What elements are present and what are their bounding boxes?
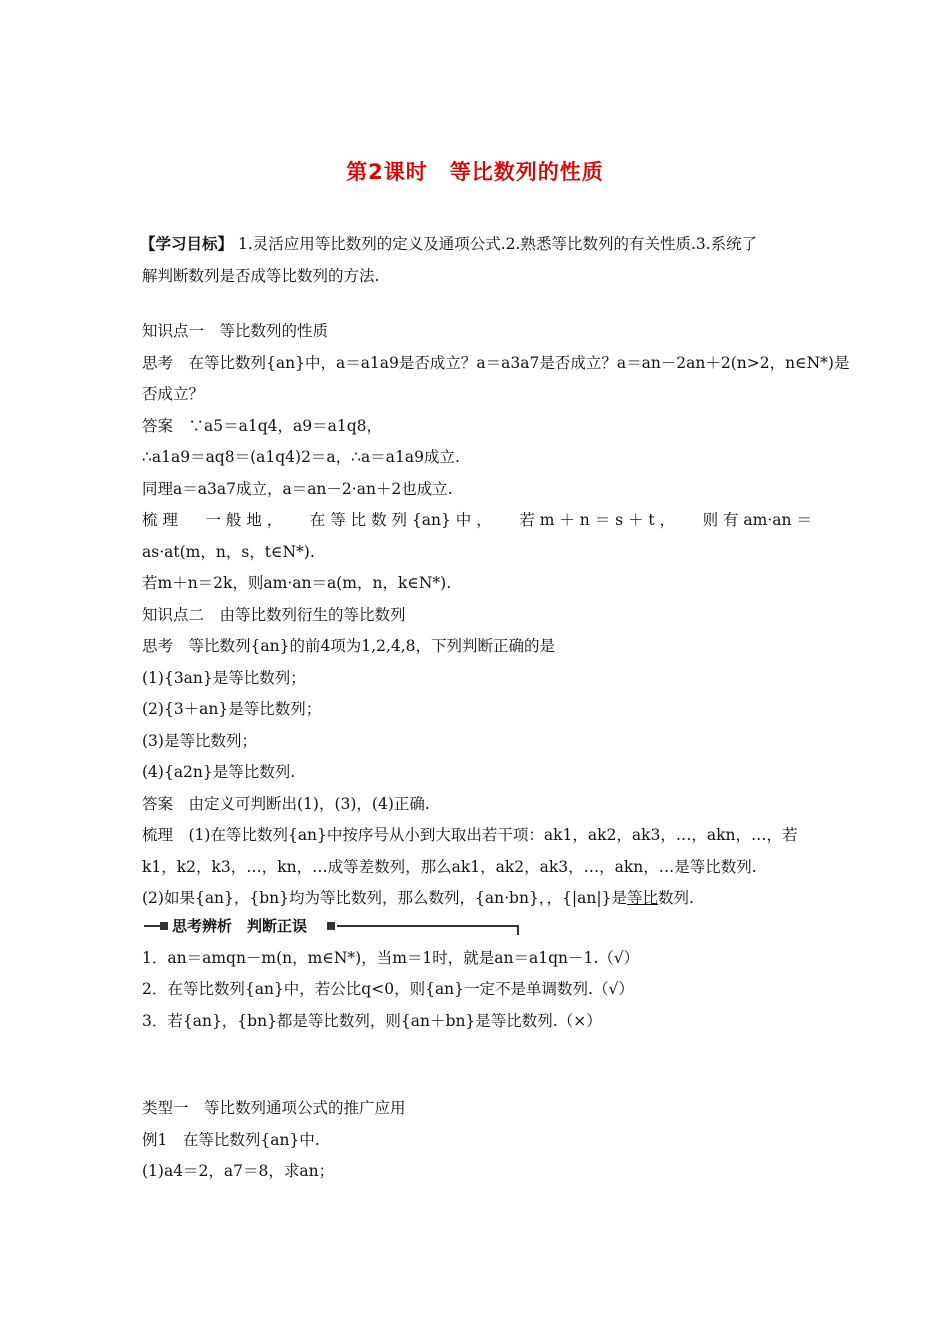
k1-answer-line-1: 答案 ∵a5＝a1q4，a9＝a1q8， — [142, 416, 382, 435]
k1-summary-line-2: as·at(m，n，s，t∈N*). — [142, 542, 315, 561]
k2-option-3: (3)是等比数列； — [142, 731, 257, 750]
judge-item: 3．若{an}，{bn}都是等比数列，则{an＋bn}是等比数列.（×） — [142, 1011, 602, 1030]
k2-option-2: (2){3＋an}是等比数列； — [142, 700, 322, 718]
knowledge-point-1-heading: 知识点一 等比数列的性质 — [142, 322, 329, 340]
k2-option-1: (1){3an}是等比数列； — [142, 668, 306, 687]
knowledge-point-2-heading: 知识点二 由等比数列衍生的等比数列 — [142, 605, 406, 624]
objectives-line-2: 解判断数列是否成等比数列的方法. — [142, 267, 380, 285]
k1-think-line-2: 否成立？ — [142, 385, 205, 403]
think-discern-banner — [142, 913, 812, 943]
k1-answer-line-2: ∴a1a9＝aq8＝(a1q4)2＝a，∴a＝a1a9成立. — [142, 448, 460, 466]
objectives-line-1: 1.灵活应用等比数列的定义及通项公式.2.熟悉等比数列的有关性质.3.系统了 — [237, 235, 758, 253]
k1-answer-line-3: 同理a＝a3a7成立，a＝an－2·an＋2也成立. — [142, 479, 453, 498]
k2-summary-line-3-text: (2)如果{an}，{bn}均为等比数列，那么数列，{an·bn}，，{|an|}是 — [142, 889, 627, 907]
k2-summary-line-3 — [142, 883, 812, 915]
banner-square-left-icon — [160, 922, 168, 930]
example-1: 例1 在等比数列{an}中. — [142, 1130, 320, 1149]
banner-square-right-icon — [327, 922, 335, 930]
k1-think-line-1: 思考 在等比数列{an}中，a＝a1a9是否成立？a＝a3a7是否成立？a＝an－2an＋2(n>2，n∈N*)是 — [142, 353, 850, 372]
page-title: 第2课时 等比数列的性质 — [346, 160, 604, 184]
banner-rule-end — [517, 925, 519, 935]
k2-answer: 答案 由定义可判断出(1)，(3)，(4)正确. — [142, 794, 430, 813]
k1-summary-line-1 — [142, 505, 812, 537]
k2-option-4: (4){a2n}是等比数列. — [142, 763, 296, 781]
k1-summary-seg-4: 若 m ＋ n ＝ s ＋ t ， — [519, 511, 676, 529]
k2-summary-line-3-end: 数列. — [657, 889, 694, 907]
k1-summary-seg-5: 则 有 am·an ＝ — [702, 511, 812, 529]
type-1-heading: 类型一 等比数列通项公式的推广应用 — [142, 1099, 406, 1117]
banner-rule-right — [337, 925, 517, 927]
objectives-tag: 【学习目标】 — [140, 235, 234, 253]
judge-item: 1．an＝amqn－m(n，m∈N*)，当m＝1时，就是an＝a1qn－1.（√） — [142, 948, 640, 967]
lesson-content — [142, 316, 850, 1188]
k2-think: 思考 等比数列{an}的前4项为1,2,4,8，下列判断正确的是 — [142, 637, 556, 655]
k2-summary-blank-answer: 等比 — [626, 889, 658, 907]
k2-summary-line-1: 梳理 (1)在等比数列{an}中按序号从小到大取出若干项：ak1，ak2，ak3，…，akn，…，若 — [142, 826, 798, 844]
k1-summary-seg-2: 一 般 地 ， — [205, 511, 283, 529]
banner-label: 思考辨析 判断正误 — [172, 916, 308, 935]
k1-summary-seg-1: 梳 理 — [142, 511, 178, 529]
k1-summary-seg-3: 在 等 比 数 列 {an} 中 ， — [309, 511, 492, 529]
example-1-part-1: (1)a4＝2，a7＝8，求an； — [142, 1162, 335, 1180]
learning-objectives — [142, 228, 812, 292]
k1-summary-line-3: 若m＋n＝2k，则am·an＝a(m，n，k∈N*). — [142, 574, 452, 592]
k2-summary-line-2: k1，k2，k3，…，kn，…成等差数列，那么ak1，ak2，ak3，…，akn，…是等比数列. — [142, 857, 757, 876]
section-gap — [142, 1037, 812, 1093]
judge-item: 2．在等比数列{an}中，若公比q<0，则{an}一定不是单调数列.（√） — [142, 980, 634, 998]
